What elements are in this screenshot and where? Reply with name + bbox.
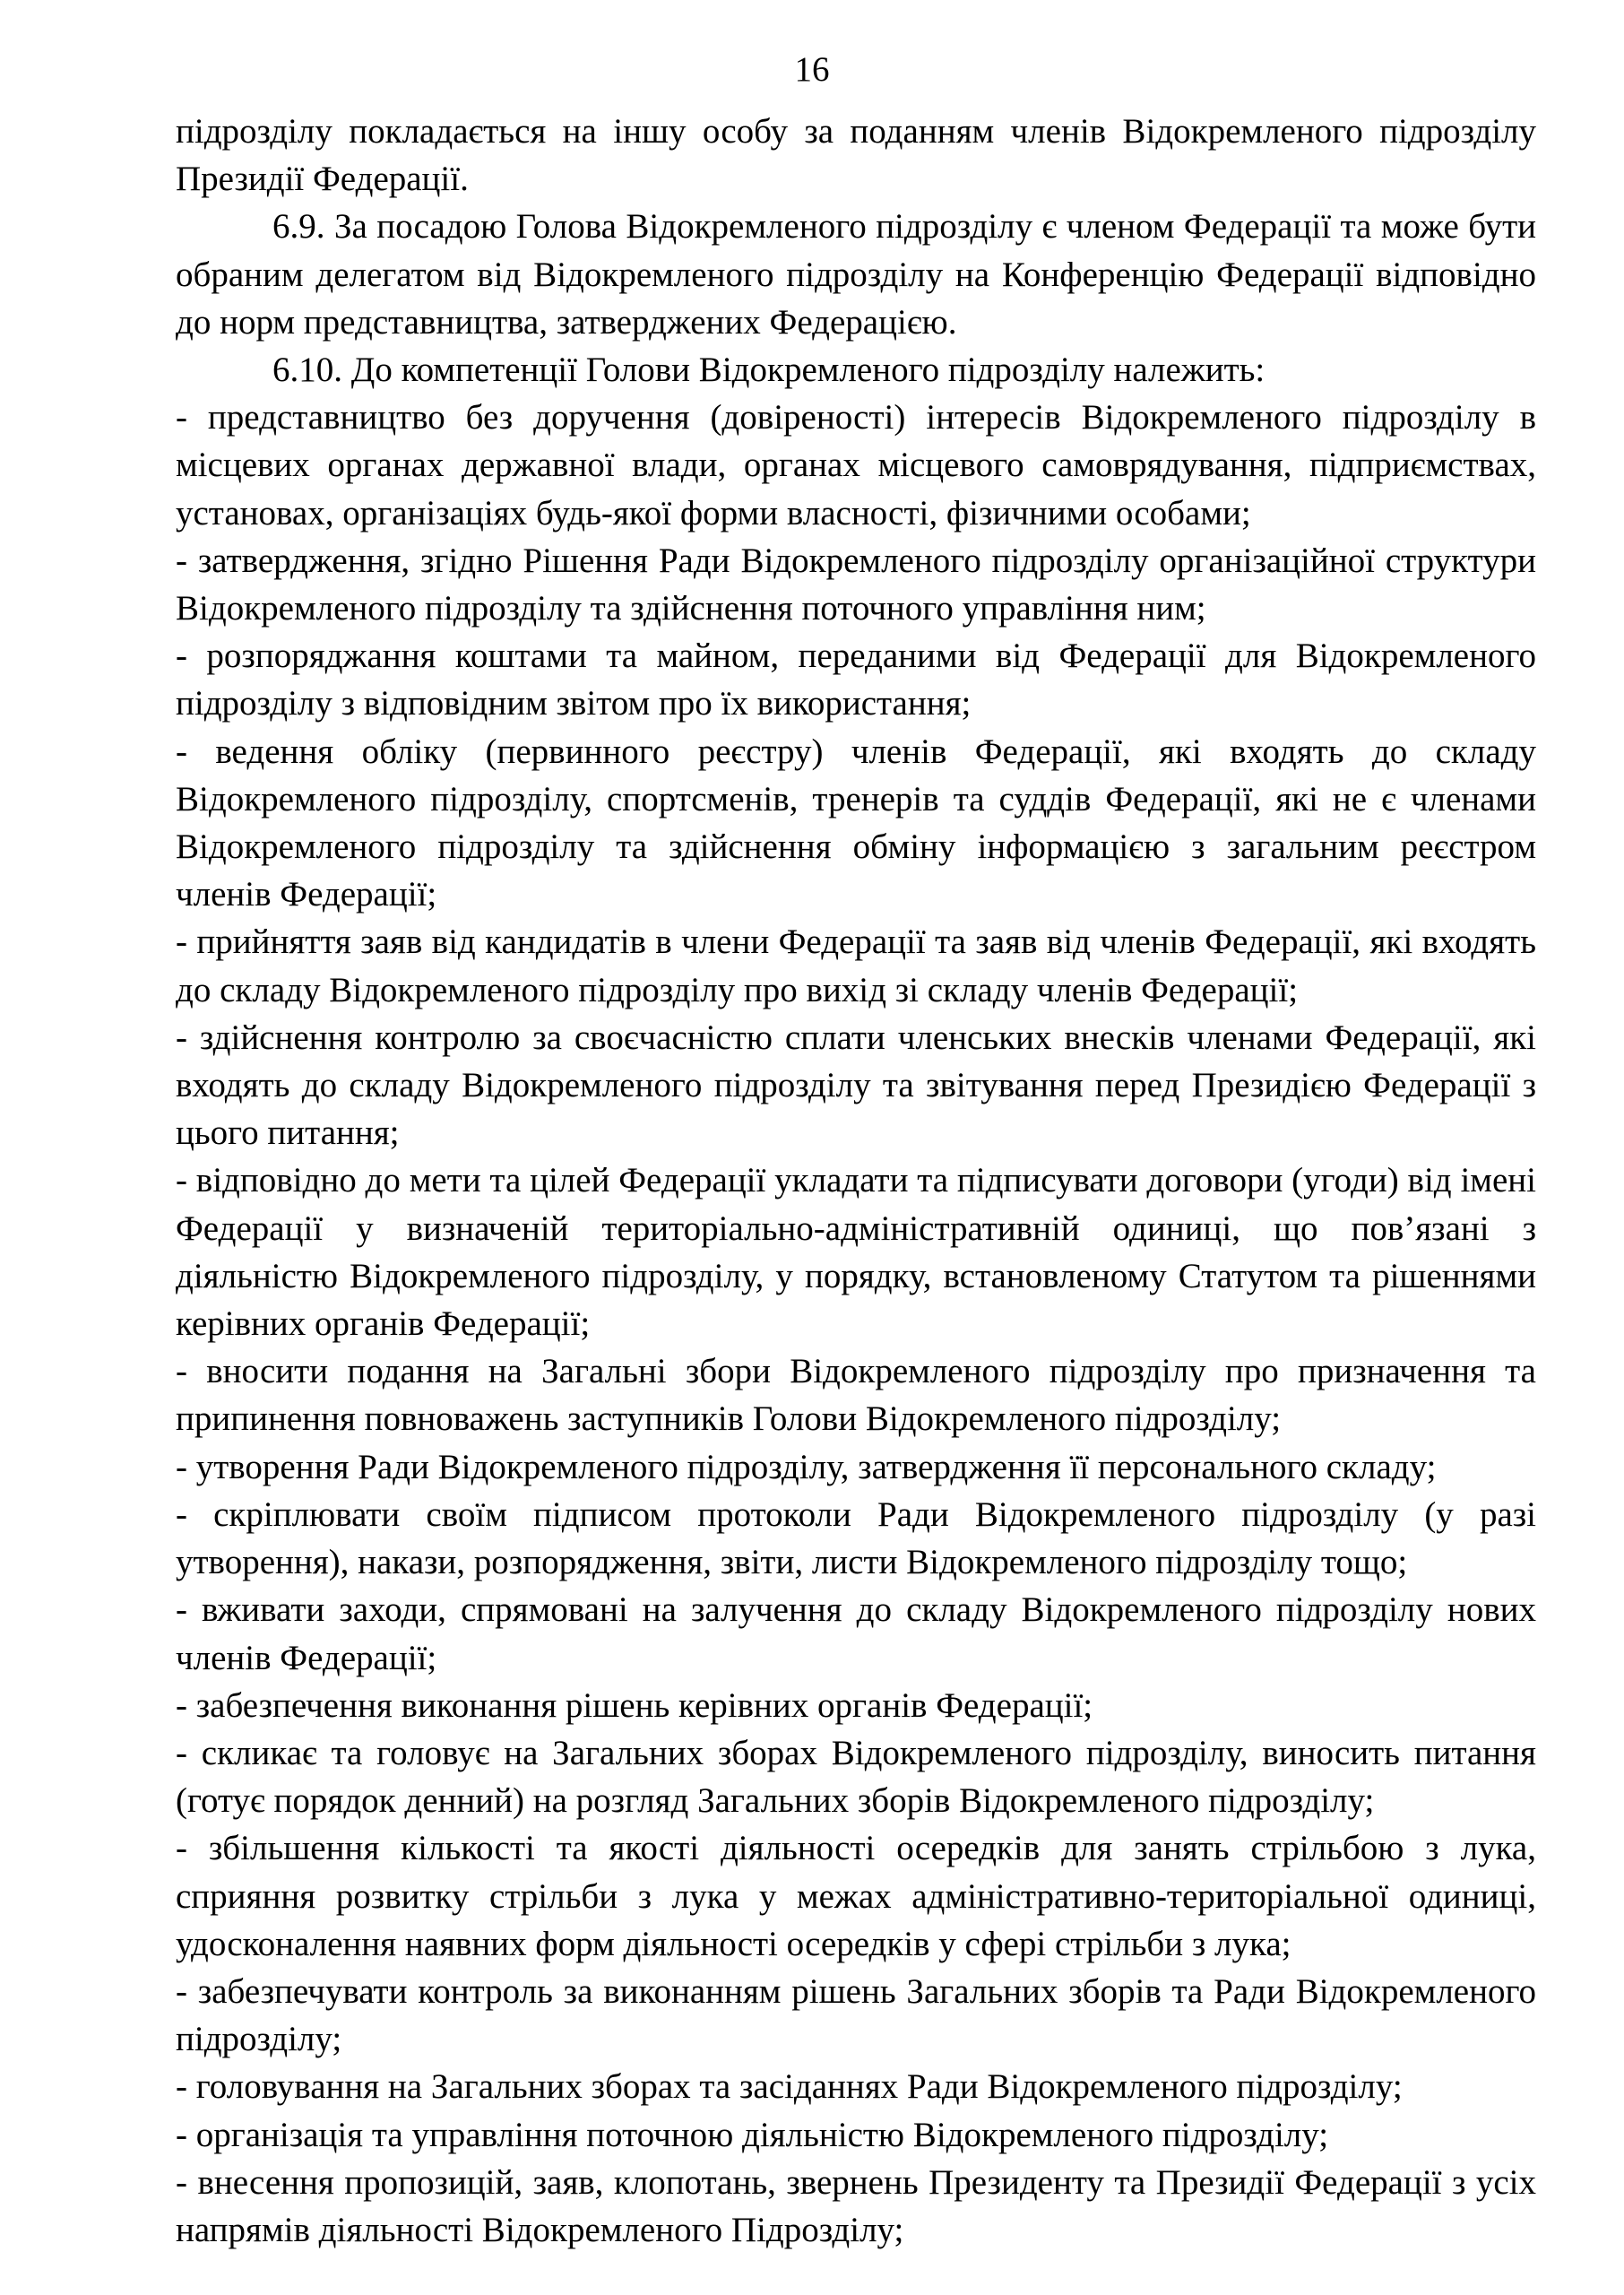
list-item: - вносити подання на Загальні збори Відокремленого підрозділу про призначення та припинення повноважень заступників Голови Відокремленого підрозділу; [176,1352,1536,1439]
list-item: - розпоряджання коштами та майном, переданими від Федерації для Відокремленого підрозділу з відповідним звітом про їх використання; [176,637,1536,723]
list-item: - скріплювати своїм підписом протоколи Ради Відокремленого підрозділу (у разі утворення), накази, розпорядження, звіти, листи Відокремленого підрозділу тощо; [176,1494,1536,1582]
list-item: - прийняття заяв від кандидатів в члени Федерації та заяв від членів Федерації, які входять до складу Відокремленого підрозділу про вихід зі складу членів Федерації; [176,922,1536,1009]
paragraph-6-9: 6.9. За посадою Голова Відокремленого підрозділу є членом Федерації та може бути обраним делегатом від Відокремленого підрозділу на Конференцію Федерації відповідно до норм представництва, затверджених Федерацією. [176,207,1536,342]
list-item: - забезпечувати контроль за виконанням рішень Загальних зборів та Ради Відокремленого підрозділу; [176,1971,1536,2059]
list-item: - ведення обліку (первинного реєстру) членів Федерації, які входять до складу Відокремленого підрозділу, спортсменів, тренерів та суддів Федерації, які не є членами Відокремленого підрозділу та здійснення обміну інформацією з загальним реєстром членів Федерації; [176,732,1536,914]
list-item: - збільшення кількості та якості діяльності осередків для занять стрільбою з лука, сприяння розвитку стрільби з лука у межах адміністративно-територіальної одиниці, удосконалення наявних форм діяльності осередків у сфері стрільби з лука; [176,1829,1536,1963]
list-item: - внесення пропозицій, заяв, клопотань, звернень Президенту та Президії Федерації з усіх напрямів діяльності Відокремленого Підрозділу; [176,2162,1536,2249]
list-item: - забезпечення виконання рішень керівних органів Федерації; [176,1685,1093,1725]
list-item: - представництво без доручення (довіреності) інтересів Відокремленого підрозділу в місцевих органах державної влади, органах місцевого самоврядування, підприємствах, установах, організаціях будь-якої форми власності, фізичними особами; [176,398,1536,533]
page-number: 16 [794,50,830,89]
paragraph: підрозділу покладається на іншу особу за поданням членів Відокремленого підрозділу Президії Федерації. [176,112,1536,199]
list-item: - вживати заходи, спрямовані на залучення до складу Відокремленого підрозділу нових членів Федерації; [176,1590,1536,1677]
document-body [176,108,1536,2254]
list-item: - головування на Загальних зборах та засіданнях Ради Відокремленого підрозділу; [176,2067,1403,2107]
list-item: - відповідно до мети та цілей Федерації укладати та підписувати договори (угоди) від імені Федерації у визначеній територіально-адміністративній одиниці, що пов’язані з діяльністю Відокремленого підрозділу, у порядку, встановленому Статутом та рішеннями керівних органів Федерації; [176,1161,1536,1344]
paragraph-6-10: 6.10. До компетенції Голови Відокремленого підрозділу належить: [272,351,1266,390]
list-item: - утворення Ради Відокремленого підрозділу, затвердження її персонального складу; [176,1447,1437,1486]
list-item: - здійснення контролю за своєчасністю сплати членських внесків членами Федерації, які входять до складу Відокремленого підрозділу та звітування перед Президією Федерації з цього питання; [176,1018,1536,1153]
list-item: - скликає та головує на Загальних зборах Відокремленого підрозділу, виносить питання (готує порядок денний) на розгляд Загальних зборів Відокремленого підрозділу; [176,1733,1536,1821]
list-item: - затвердження, згідно Рішення Ради Відокремленого підрозділу організаційної структури Відокремленого підрозділу та здійснення поточного управління ним; [176,541,1536,628]
list-item: - організація та управління поточною діяльністю Відокремленого підрозділу; [176,2115,1329,2154]
